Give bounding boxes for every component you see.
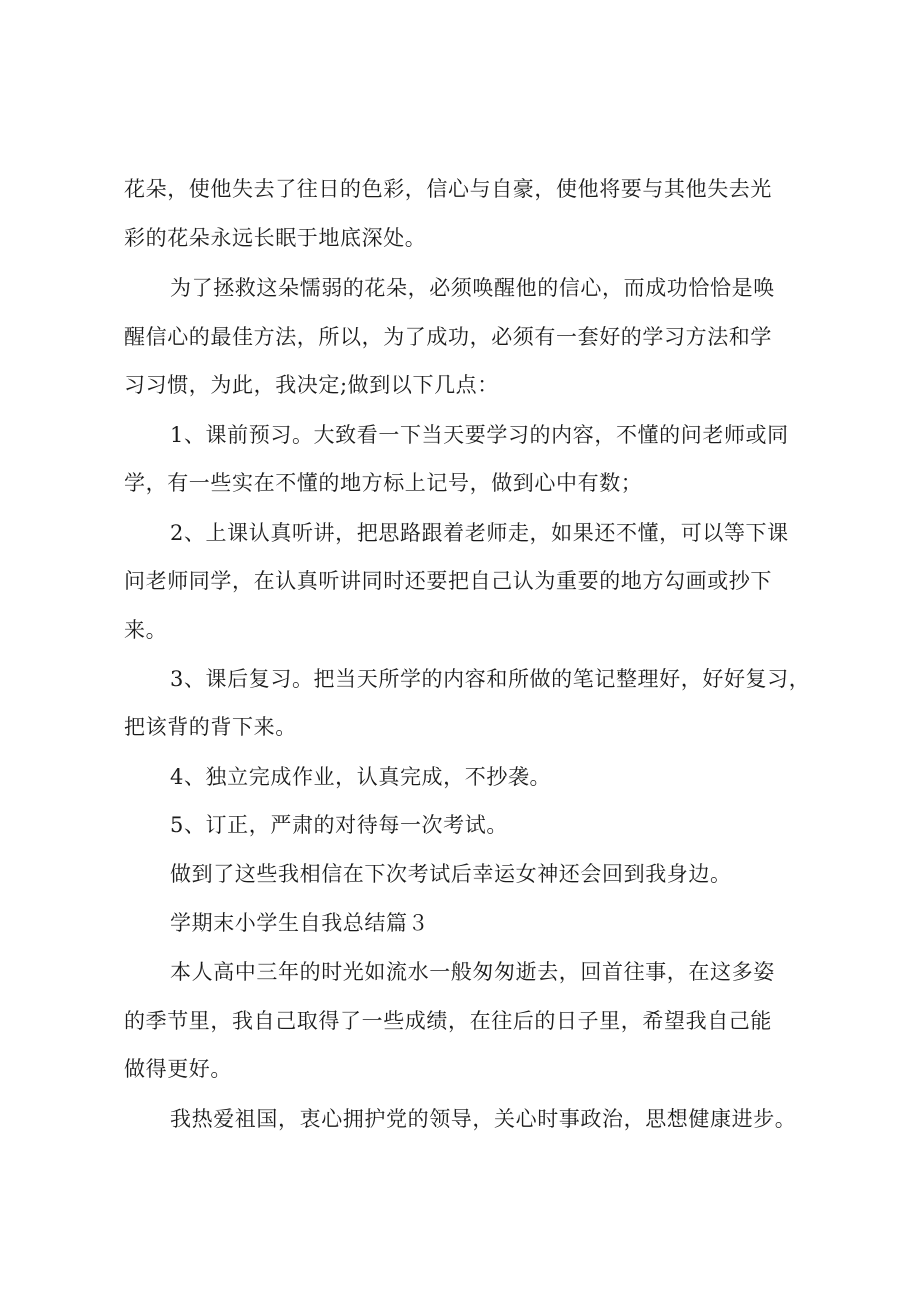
paragraph-start-line: 为了拯救这朵懦弱的花朵，必须唤醒他的信心，而成功恰恰是唤 [170,276,775,300]
text-line: 学，有一些实在不懂的地方标上记号，做到心中有数； [124,471,643,495]
list-item-4-line: 4、独立完成作业，认真完成，不抄袭。 [170,765,552,789]
text-line: 花朵，使他失去了往日的色彩，信心与自豪，使他将要与其他失去光 [124,177,772,201]
list-item-5-line: 5、订正，严肃的对待每一次考试。 [170,813,508,837]
paragraph-start-line: 本人高中三年的时光如流水一般匆匆逝去，回首往事，在这多姿 [170,960,775,984]
text-line: 问老师同学，在认真听讲同时还要把自己认为重要的地方勾画或抄下 [124,569,772,593]
text-line: 醒信心的最佳方法，所以，为了成功，必须有一套好的学习方法和学 [124,325,772,349]
paragraph-start-line: 我热爱祖国，衷心拥护党的领导，关心时事政治，思想健康进步。 [170,1107,797,1131]
section-heading: 学期末小学生自我总结篇３ [170,911,430,935]
paragraph-line: 做到了这些我相信在下次考试后幸运女神还会回到我身边。 [170,862,732,886]
text-line: 把该背的背下来。 [124,715,297,739]
text-line: 来。 [124,618,168,642]
list-item-1-line: 1、课前预习。大致看一下当天要学习的内容，不懂的问老师或同 [170,423,789,447]
text-line: 彩的花朵永远长眠于地底深处。 [124,226,427,250]
list-item-2-line: 2、上课认真听讲，把思路跟着老师走，如果还不懂，可以等下课 [170,521,789,545]
text-line: 做得更好。 [124,1057,232,1081]
list-item-3-line: 3、课后复习。把当天所学的内容和所做的笔记整理好，好好复习， [170,667,811,691]
text-line: 习习惯，为此，我决定;做到以下几点： [124,373,499,397]
text-line: 的季节里，我自己取得了一些成绩，在往后的日子里，希望我自己能 [124,1009,772,1033]
